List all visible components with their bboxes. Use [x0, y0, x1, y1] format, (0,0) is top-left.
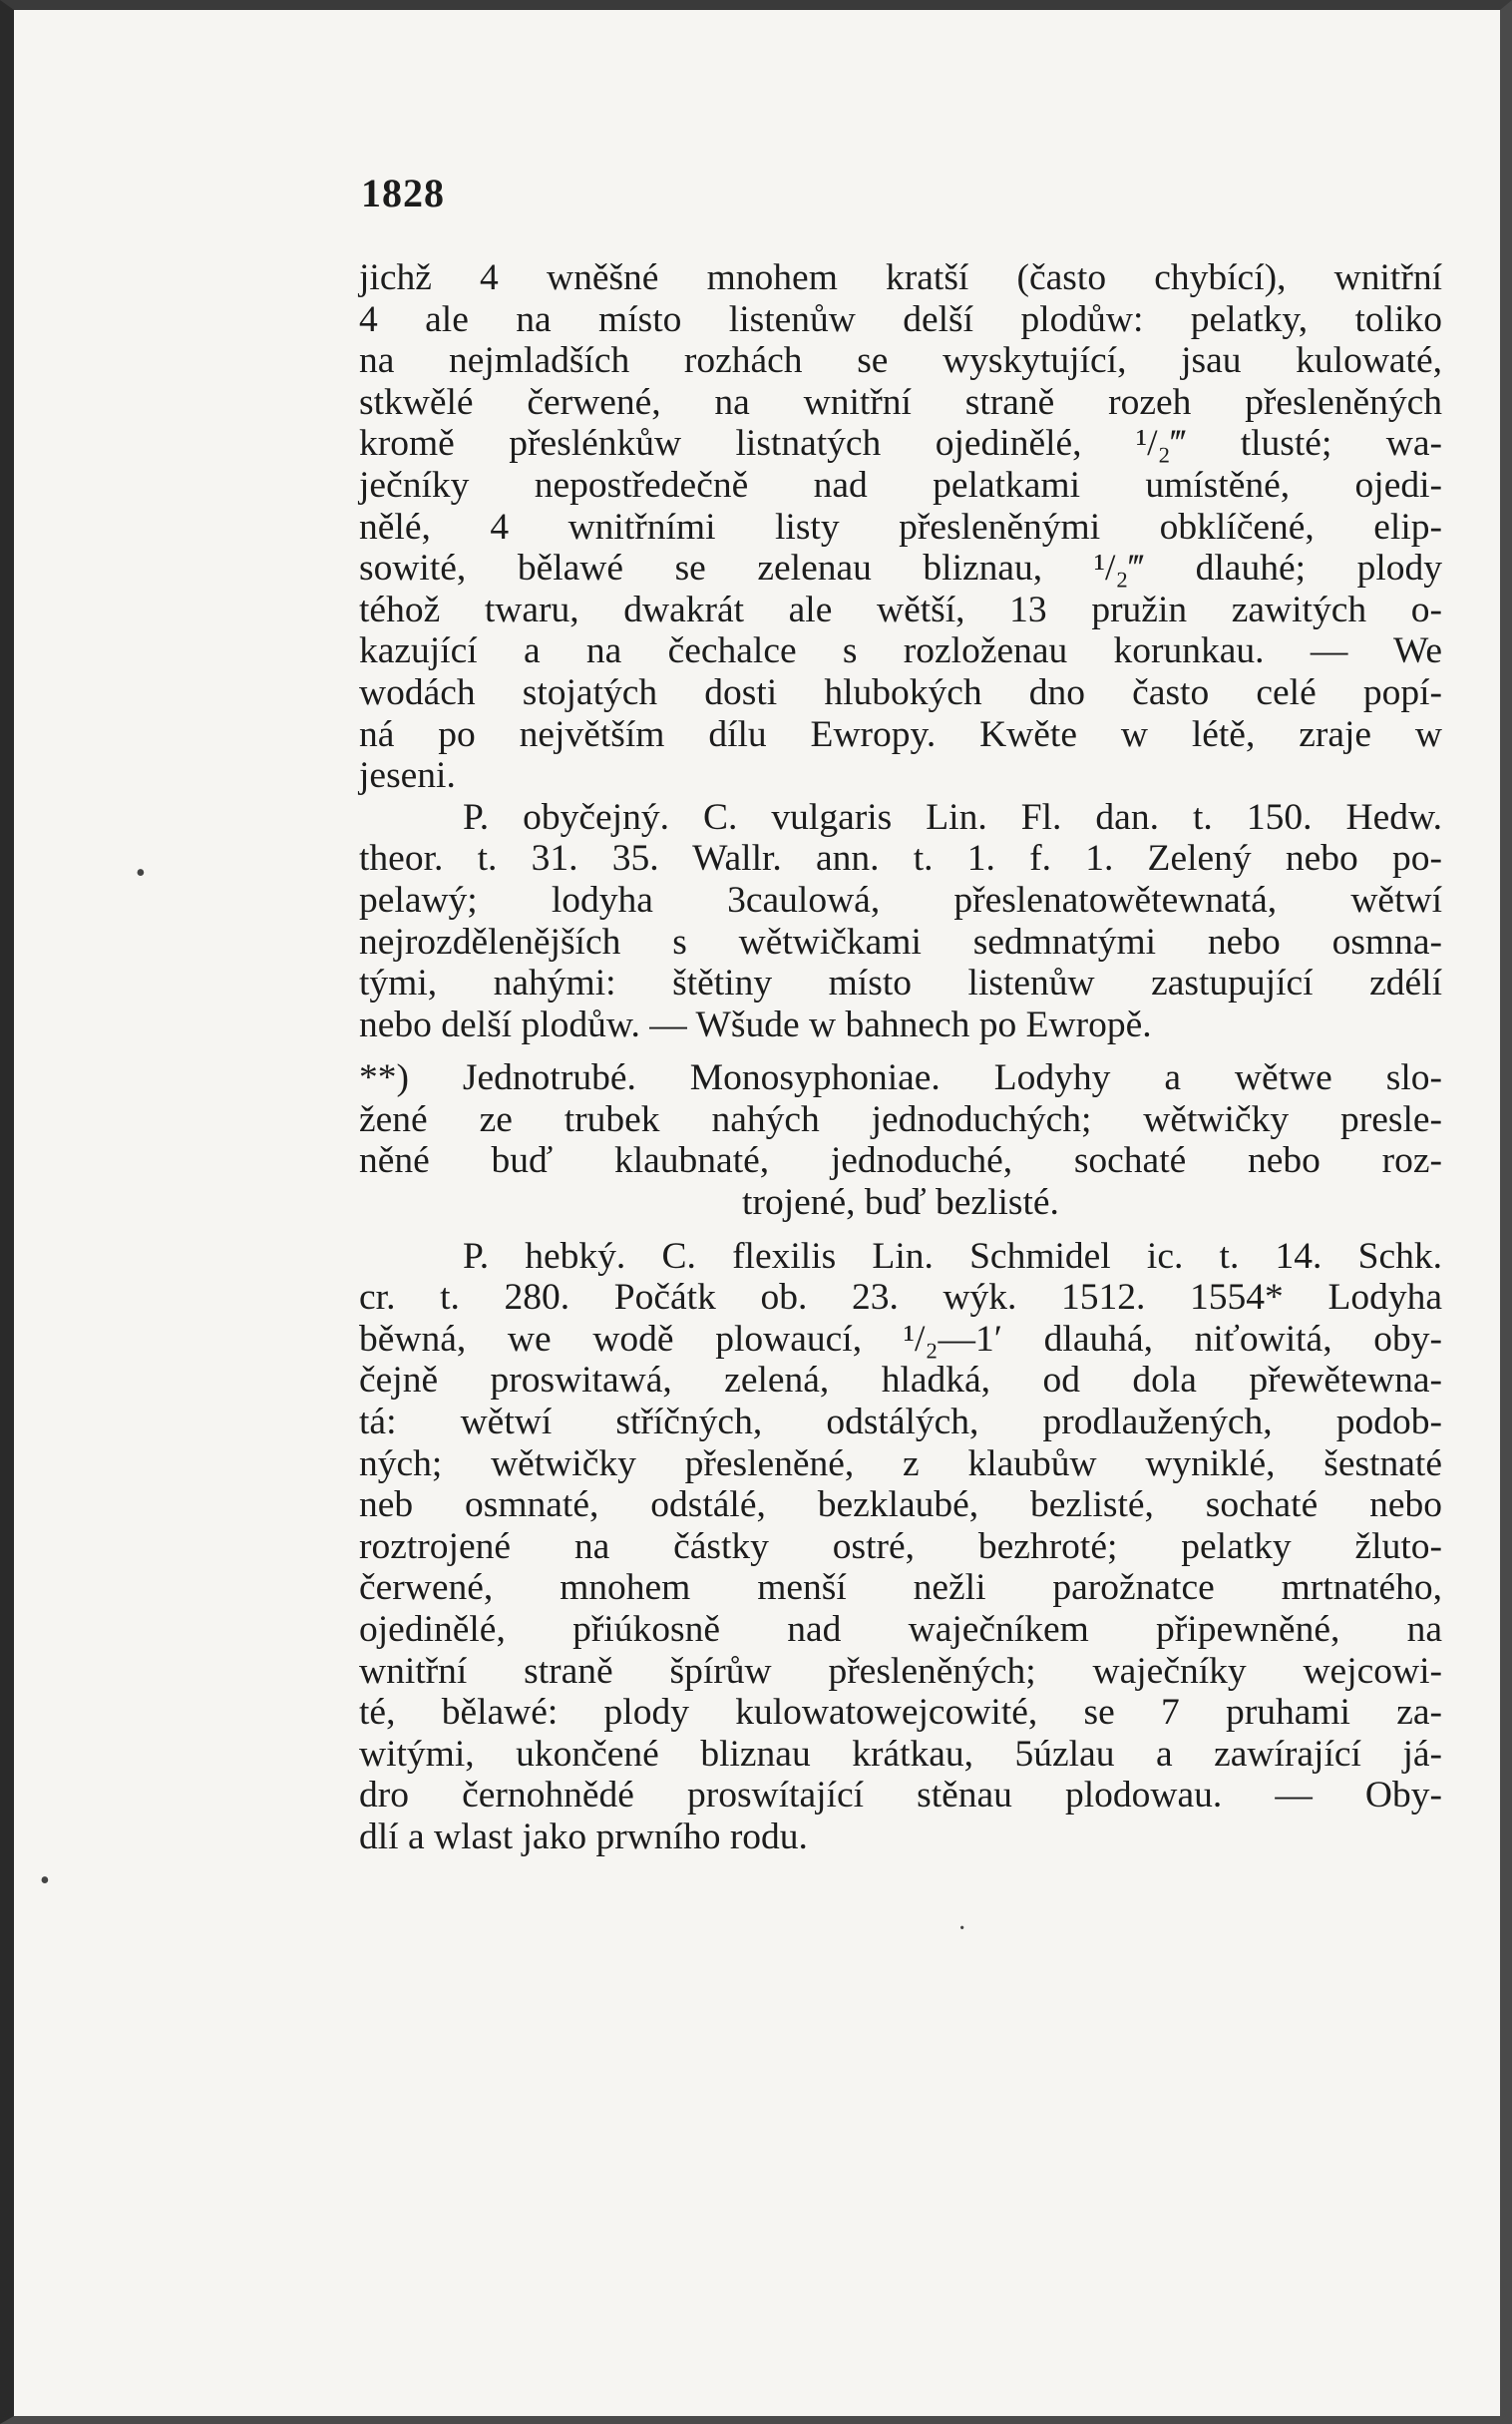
text-line: **) Jednotrubé. Monosyphoniae. Lodyhy a wětwe slo-: [359, 1057, 1442, 1099]
text-line: tými, nahými: štětiny místo listenůw zastupující zdélí: [359, 963, 1442, 1005]
text-line: ojedinělé, přiúkosně nad waječníkem připewněné, na: [359, 1609, 1442, 1650]
text-line: té, bělawé: plody kulowatowejcowité, se 7 pruhami za-: [359, 1692, 1442, 1734]
text-line: nělé, 4 wnitřními listy přesleněnými obklíčené, elip-: [359, 506, 1442, 548]
text-line: tá: wětwí stříčných, odstálých, prodlaužených, podob-: [359, 1402, 1442, 1443]
stray-ink-mark: ·: [957, 1913, 967, 1944]
text-line: běwná, we wodě plowaucí, ¹/₂—1′ dlauhá, niťowitá, oby-: [359, 1318, 1442, 1360]
paragraph-gap: [359, 1224, 1442, 1236]
paragraph-species-flexilis: [359, 1236, 1442, 1858]
paragraph-species-vulgaris: [359, 797, 1442, 1046]
text-line: pelawý; lodyha 3caulowá, přeslenatowětewnatá, wětwí: [359, 879, 1442, 921]
paragraph-group-monosyphoniae: [359, 1057, 1442, 1223]
text-line: jeseni.: [359, 755, 456, 797]
text-line: čerwené, mnohem menší nežli parožnatce mrtnatého,: [359, 1567, 1442, 1609]
text-line: ných; wětwičky přesleněné, z klaubůw wyniklé, šestnaté: [359, 1442, 1442, 1484]
stray-ink-mark: •: [40, 1865, 50, 1896]
text-line: dro černohnědé proswítající stěnau plodowau. — Oby-: [359, 1775, 1442, 1817]
text-line: žené ze trubek nahých jednoduchých; wětwičky presle-: [359, 1098, 1442, 1140]
text-line: roztrojené na částky ostré, bezhroté; pelatky žluto-: [359, 1525, 1442, 1567]
text-line: kazující a na čechalce s rozloženau korunkau. — We: [359, 630, 1442, 672]
text-line: ječníky nepostředečně nad pelatkami umístěné, ojedi-: [359, 464, 1442, 506]
text-line: na nejmladších rozhách se wyskytující, jsau kulowaté,: [359, 340, 1442, 382]
text-line: wodách stojatých dosti hlubokých dno často celé popí-: [359, 671, 1442, 713]
text-line: trojené, buď bezlisté.: [742, 1182, 1059, 1224]
text-line: něné buď klaubnaté, jednoduché, sochaté nebo roz-: [359, 1140, 1442, 1182]
text-line: ná po největším dílu Ewropy. Kwěte w létě, zraje w: [359, 713, 1442, 755]
text-line: witými, ukončené bliznau krátkau, 5úzlau a zawírající já-: [359, 1733, 1442, 1775]
paragraph-gap: [359, 1045, 1442, 1057]
stray-ink-mark: •: [136, 858, 146, 889]
text-line: jichž 4 wněšné mnohem kratší (často chybící), wnitřní: [359, 257, 1442, 298]
text-line: wnitřní straně špírůw přesleněných; waječníky wejcowi-: [359, 1650, 1442, 1692]
page-number: 1828: [361, 171, 445, 215]
text-line: P. hebký. C. flexilis Lin. Schmidel ic. t. 14. Schk.: [463, 1235, 1442, 1277]
text-line: nebo delší plodůw. — Wšude w bahnech po Ewropě.: [359, 1004, 1152, 1045]
text-line: stkwělé čerwené, na wnitřní straně rozeh přesleněných: [359, 381, 1442, 423]
paragraph-continuation: [359, 257, 1442, 797]
text-line: kromě přeslénkůw listnatých ojedinělé, ¹/₂‴ tlusté; wa-: [359, 423, 1442, 465]
text-line: neb osmnaté, odstálé, bezklaubé, bezlisté, sochaté nebo: [359, 1484, 1442, 1526]
text-block: [359, 257, 1442, 1858]
text-line: 4 ale na místo listenůw delší plodůw: pelatky, toliko: [359, 298, 1442, 340]
text-line: sowité, bělawé se zelenau bliznau, ¹/₂‴ dlauhé; plody: [359, 548, 1442, 590]
text-line: cr. t. 280. Počátk ob. 23. wýk. 1512. 1554* Lodyha: [359, 1277, 1442, 1319]
text-line: téhož twaru, dwakrát ale wětší, 13 pružin zawitých o-: [359, 589, 1442, 630]
text-line: theor. t. 31. 35. Wallr. ann. t. 1. f. 1. Zelený nebo po-: [359, 838, 1442, 880]
text-line: čejně proswitawá, zelená, hladká, od dola přewětewna-: [359, 1360, 1442, 1402]
text-line: nejrozdělenějších s wětwičkami sedmnatými nebo osmna-: [359, 921, 1442, 963]
text-line: dlí a wlast jako prwního rodu.: [359, 1816, 808, 1857]
text-line: P. obyčejný. C. vulgaris Lin. Fl. dan. t. 150. Hedw.: [463, 796, 1442, 838]
